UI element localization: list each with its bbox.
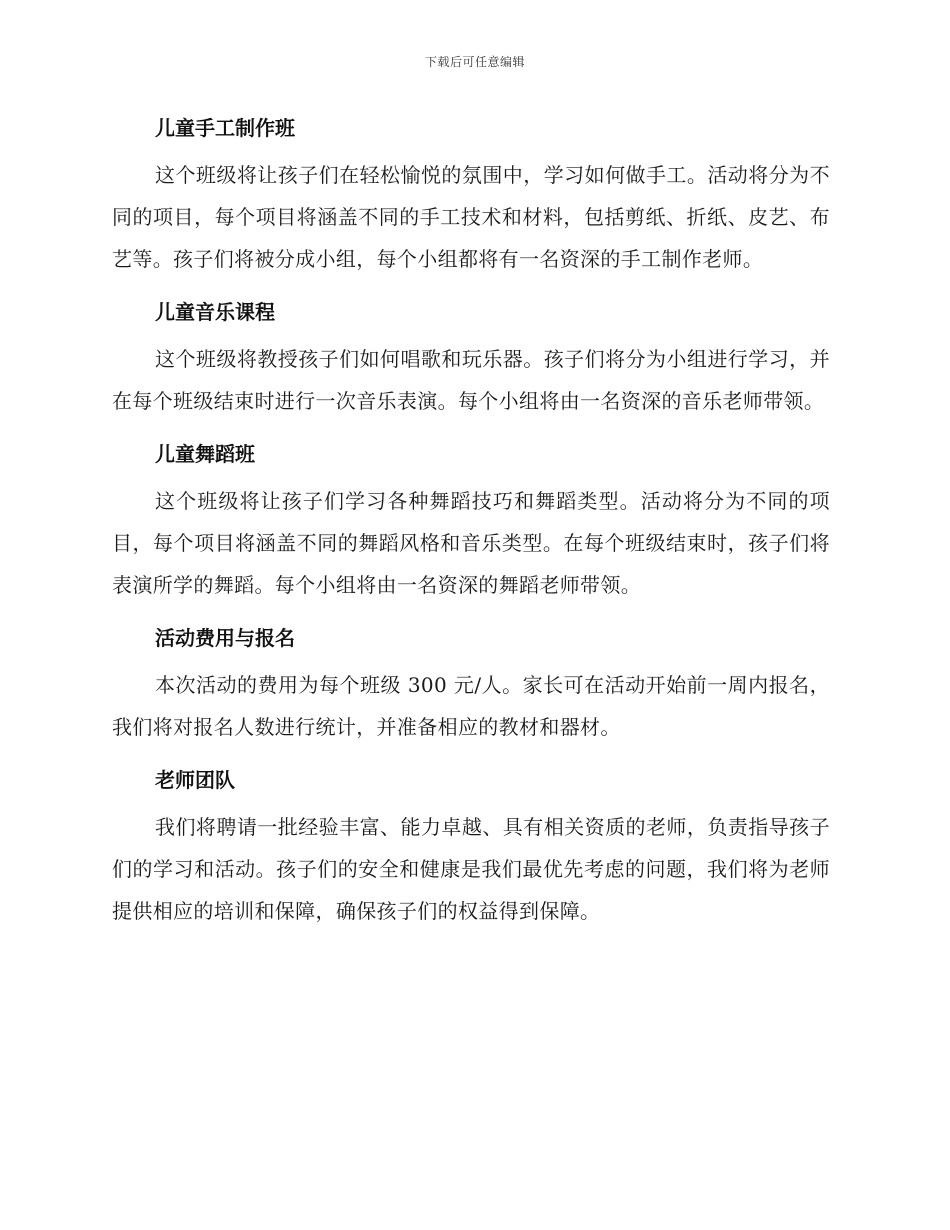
section-title: 活动费用与报名	[155, 626, 295, 650]
section-fees-registration	[112, 618, 830, 748]
section-music	[112, 292, 830, 422]
document-content	[112, 108, 830, 944]
section-title: 老师团队	[155, 768, 235, 792]
section-title: 儿童舞蹈班	[155, 442, 255, 466]
section-handicraft	[112, 108, 830, 280]
section-body: 本次活动的费用为每个班级 300 元/人。家长可在活动开始前一周内报名，我们将对报名人数进行统计，并准备相应的教材和器材。	[112, 673, 830, 739]
section-body: 我们将聘请一批经验丰富、能力卓越、具有相关资质的老师，负责指导孩子们的学习和活动。孩子们的安全和健康是我们最优先考虑的问题，我们将为老师提供相应的培训和保障，确保孩子们的权益得到保障。	[112, 815, 830, 923]
section-body: 这个班级将让孩子们在轻松愉悦的氛围中，学习如何做手工。活动将分为不同的项目，每个项目将涵盖不同的手工技术和材料，包括剪纸、折纸、皮艺、布艺等。孩子们将被分成小组，每个小组都将有一名资深的手工制作老师。	[112, 163, 830, 271]
section-teacher-team	[112, 760, 830, 932]
section-title: 儿童音乐课程	[155, 300, 275, 324]
section-body: 这个班级将教授孩子们如何唱歌和玩乐器。孩子们将分为小组进行学习，并在每个班级结束时进行一次音乐表演。每个小组将由一名资深的音乐老师带领。	[112, 347, 830, 413]
section-title: 儿童手工制作班	[155, 116, 295, 140]
section-dance	[112, 434, 830, 606]
header-note: 下载后可任意编辑	[424, 55, 525, 69]
section-body: 这个班级将让孩子们学习各种舞蹈技巧和舞蹈类型。活动将分为不同的项目，每个项目将涵盖不同的舞蹈风格和音乐类型。在每个班级结束时，孩子们将表演所学的舞蹈。每个小组将由一名资深的舞蹈老师带领。	[112, 489, 830, 597]
